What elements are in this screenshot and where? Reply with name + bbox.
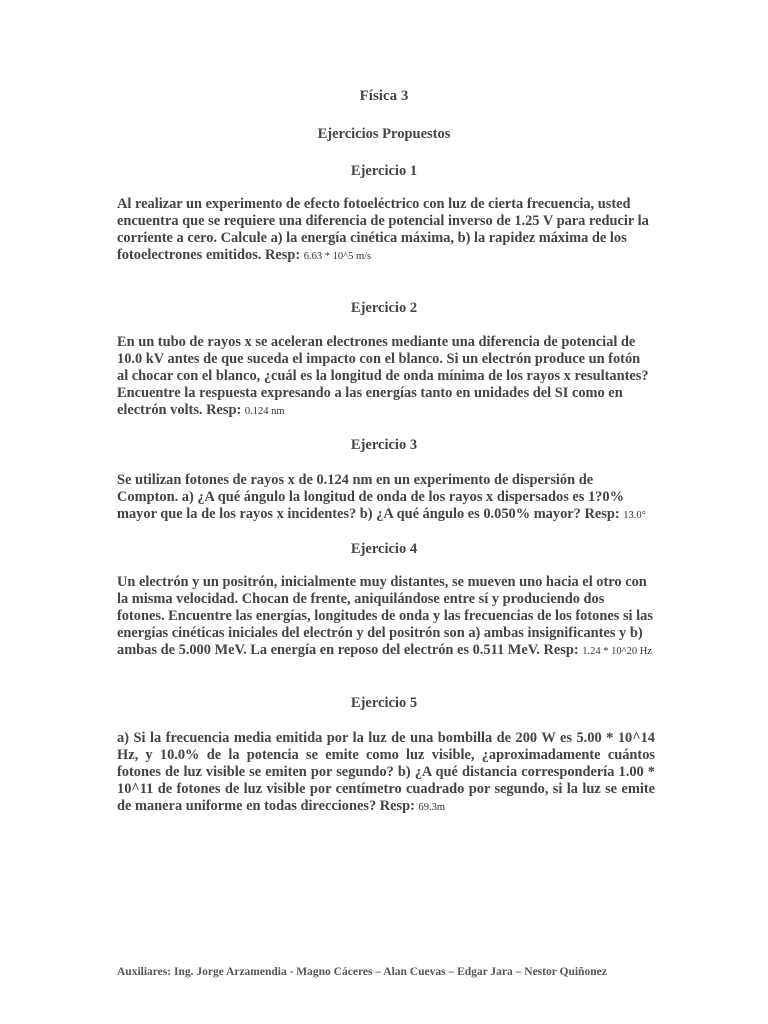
- exercise-1-body: Al realizar un experimento de efecto fotoeléctrico con luz de cierta frecuencia, usted encuentra que se requiere una diferencia de potencial inverso de 1.25 V para reducir la corriente a cero. Calcule a) la energía cinética máxima, b) la rapidez máxima de los fotoelectrones emitidos. Resp:: [117, 196, 649, 263]
- exercise-2-answer: 0.124 nm: [244, 406, 285, 417]
- exercise-5-heading: Ejercicio 5: [350, 695, 418, 711]
- exercise-3-answer: 13.0°: [623, 510, 646, 521]
- exercise-3-body: Se utilizan fotones de rayos x de 0.124 nm en un experimento de dispersión de Compton. a) ¿A qué ángulo la longitud de onda de los rayos x dispersados es 1?0% mayor que la de los rayos x incidentes? b) ¿A qué ángulo es 0.050% mayor? Resp:: [117, 472, 624, 522]
- exercise-1-text: [117, 196, 653, 265]
- exercise-2-heading: Ejercicio 2: [350, 300, 418, 316]
- footer-credits: Auxiliares: Ing. Jorge Arzamendia - Magno Cáceres – Alan Cuevas – Edgar Jara – Nestor Quiñonez: [117, 966, 607, 978]
- exercise-5-answer: 69.3m: [418, 802, 446, 813]
- exercise-4-text: [117, 574, 655, 660]
- exercise-4-answer: 1.24 * 10^20 Hz: [582, 646, 652, 657]
- page-subtitle: Ejercicios Propuestos: [317, 126, 451, 142]
- exercise-2-text: [117, 334, 653, 420]
- exercise-1-heading: Ejercicio 1: [350, 163, 418, 179]
- exercise-4-body: Un electrón y un positrón, inicialmente muy distantes, se mueven uno hacia el otro con la misma velocidad. Chocan de frente, aniquilándose entre sí y produciendo dos fotones. Encuentre las energías, longitudes de onda y las frecuencias de los fotones si las energías cinéticas iniciales del electrón y del positrón son a) ambas insignificantes y b) ambas de 5.000 MeV. La energía en reposo del electrón es 0.511 MeV. Resp:: [117, 574, 653, 658]
- exercise-4-heading: Ejercicio 4: [350, 541, 418, 557]
- page-title: Física 3: [359, 88, 409, 104]
- exercise-5-body: a) Si la frecuencia media emitida por la luz de una bombilla de 200 W es 5.00 * 10^14 Hz, y 10.0% de la potencia se emite como luz visible, ¿aproximadamente cuántos fotones de luz visible se emiten por segundo? b) ¿A qué distancia correspondería 1.00 * 10^11 de fotones de luz visible por centímetro cuadrado por segundo, si la luz se emite de manera uniforme en todas direcciones? Resp:: [117, 730, 655, 814]
- exercise-1-answer: 6.63 * 10^5 m/s: [303, 251, 372, 262]
- exercise-3-heading: Ejercicio 3: [350, 437, 418, 453]
- exercise-5-text: [117, 730, 655, 816]
- exercise-2-body: En un tubo de rayos x se aceleran electrones mediante una diferencia de potencial de 10.0 kV antes de que suceda el impacto con el blanco. Si un electrón produce un fotón al chocar con el blanco, ¿cuál es la longitud de onda mínima de los rayos x resultantes? Encuentre la respuesta expresando a las energías tanto en unidades del SI como en electrón volts. Resp:: [117, 334, 649, 418]
- exercise-3-text: [117, 472, 655, 524]
